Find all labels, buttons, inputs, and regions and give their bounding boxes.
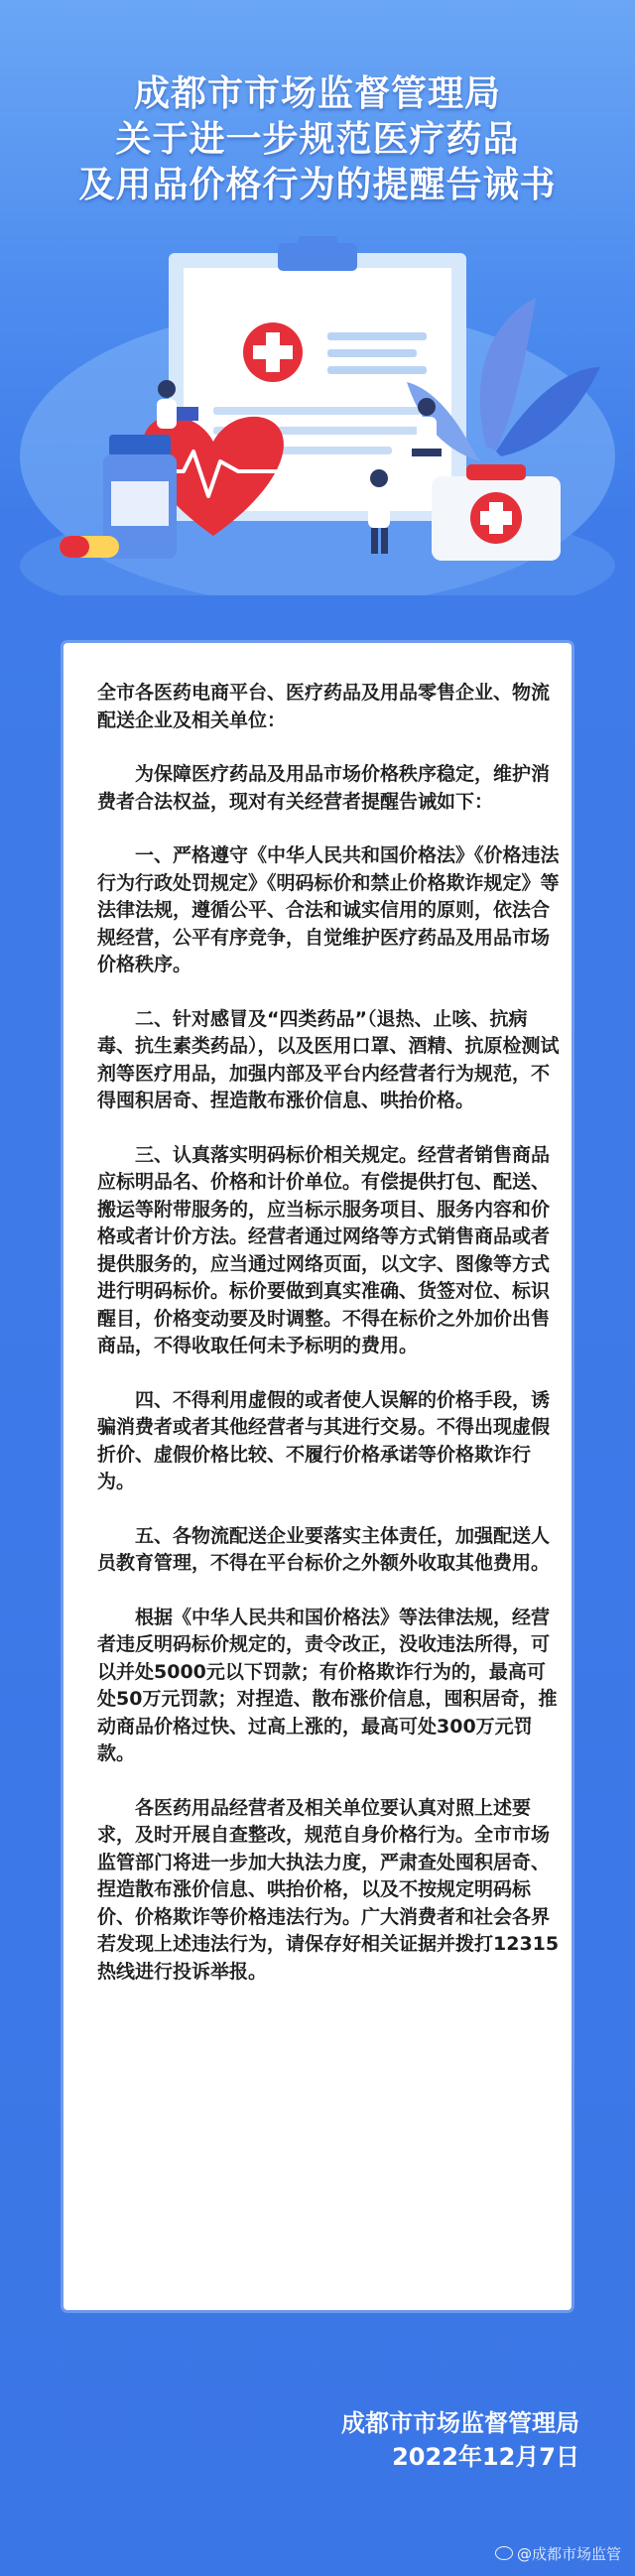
watermark-text: @成都市场监管 [516,2545,621,2563]
paragraph: 各医药用品经营者及相关单位要认真对照上述要求，及时开展自查整改，规范自身价格行为。全市市场监管部门将进一步加大执法力度，严肃查处囤积居奇、捏造散布涨价信息、哄抬价格，以及不按规定明码标价、价格欺诈等价格违法行为。广大消费者和社会各界若发现上述违法行为，请保存好相关证据并拨打12315热线进行投诉举报。 [97,1796,560,1983]
medical-illustration [0,218,635,595]
paragraph: 根据《中华人民共和国价格法》等法律法规，经营者违反明码标价规定的，责令改正，没收违法所得，可以并处5000元以下罚款；有价格欺诈行为的，最高可处50万元罚款；对捏造、散布涨价信息，囤积居奇，推动商品价格过快、过高上涨的，最高可处300万元罚款。 [97,1606,558,1764]
poster-title [0,71,635,208]
salutation: 全市各医药电商平台、医疗药品及用品零售企业、物流配送企业及相关单位： [97,682,551,731]
title-line: 关于进一步规范医疗药品 [115,119,520,160]
weibo-watermark [495,2543,621,2564]
signature-block [341,2406,579,2474]
paragraph: 二、针对感冒及“四类药品”（退热、止咳、抗病毒、抗生素类药品），以及医用口罩、酒精、抗原检测试剂等医疗用品，加强内部及平台内经营者行为规范，不得囤积居奇、捏造散布涨价信息、哄抬价格。 [97,1007,560,1111]
signature-org: 成都市市场监督管理局 [341,2409,579,2437]
title-line: 成都市市场监督管理局 [133,73,501,114]
paragraph: 三、认真落实明码标价相关规定。经营者销售商品应标明品名、价格和计价单位。有偿提供打包、配送、搬运等附带服务的，应当标示服务项目、服务内容和价格或者计价方法。经营者通过网络等方式销售商品或者提供服务的，应当通过网络页面，以文字、图像等方式进行明码标价。标价要做到真实准确、货签对位、标识醒目，价格变动要及时调整。不得在标价之外加价出售商品，不得收取任何未予标明的费用。 [97,1143,551,1356]
paragraph: 一、严格遵守《中华人民共和国价格法》《价格违法行为行政处罚规定》《明码标价和禁止价格欺诈规定》等法律法规，遵循公平、合法和诚实信用的原则，依法合规经营，公平有序竞争，自觉维护医疗药品及用品市场价格秩序。 [97,844,560,975]
signature-date: 2022年12月7日 [392,2443,579,2471]
capsule-icon [60,536,119,558]
notice-body [97,680,560,2012]
paragraph: 四、不得利用虚假的或者使人误解的价格手段，诱骗消费者或者其他经营者与其进行交易。不得出现虚假折价、虚假价格比较、不履行价格承诺等价格欺诈行为。 [97,1388,551,1492]
first-aid-box-icon [432,464,561,561]
weibo-logo-icon [495,2546,513,2560]
paragraph: 五、各物流配送企业要落实主体责任，加强配送人员教育管理，不得在平台标价之外额外收取其他费用。 [97,1524,551,1574]
title-line: 及用品价格行为的提醒告诫书 [78,165,557,205]
paragraph: 为保障医疗药品及用品市场价格秩序稳定，维护消费者合法权益，现对有关经营者提醒告诫如下： [97,763,551,813]
